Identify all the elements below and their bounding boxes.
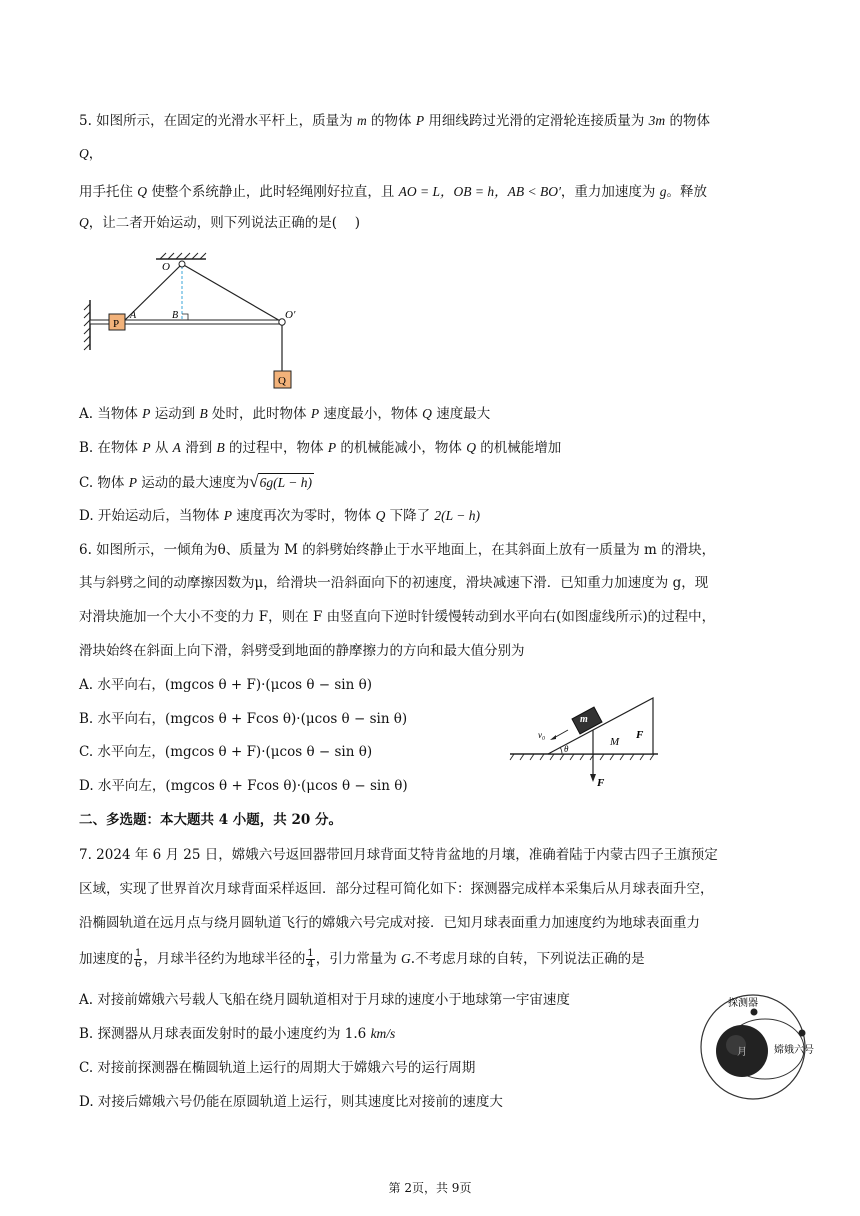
q6-option-c: C. 水平向左，(mgcos θ + F)·(μcos θ − sin θ) xyxy=(79,744,373,760)
ceiling-hatch xyxy=(160,253,206,259)
label-probe: 探测器 xyxy=(728,998,758,1009)
wall-hatch xyxy=(84,304,90,350)
q7-stem-line4 xyxy=(79,949,645,970)
q5-descent-value: 2(L − h) xyxy=(434,508,481,523)
q5-option-b xyxy=(79,438,561,458)
q5-var-q: Q xyxy=(79,215,89,230)
q5-text: 处时，此时物体 xyxy=(212,406,307,422)
q7-option-d: D. 对接后嫦娥六号仍能在原圆轨道上运行，则其速度比对接前的速度大 xyxy=(79,1094,503,1110)
q5-text: 的过程中，物体 xyxy=(229,440,324,456)
f-down-arrowhead xyxy=(590,774,596,782)
q6-stem-line2: 其与斜劈之间的动摩擦因数为μ，给滑块一沿斜面向下的初速度，滑块减速下滑．已知重力加速度为 g，现 xyxy=(79,575,709,591)
q7-stem-line3: 沿椭圆轨道在远月点与绕月圆轨道飞行的嫦娥六号完成对接．已知月球表面重力加速度约为地球表面重力 xyxy=(79,915,700,931)
label-m: m xyxy=(580,714,588,725)
q7-stem-line1: 7. 2024 年 6 月 25 日，嫦娥六号返回器带回月球背面艾特肯盆地的月壤，准确着陆于内蒙古四子王旗预定 xyxy=(79,847,718,863)
q6-option-a: A. 水平向右，(mgcos θ + F)·(μcos θ − sin θ) xyxy=(79,677,372,693)
q5-text: 运动的最大速度为 xyxy=(141,475,250,491)
fraction-denominator: 4 xyxy=(307,959,314,970)
q7-option-a: A. 对接前嫦娥六号载人飞船在绕月圆轨道相对于月球的速度小于地球第一宇宙速度 xyxy=(79,992,570,1008)
q5-stem-line4 xyxy=(79,213,360,233)
q5-stem-line2 xyxy=(79,144,102,164)
q5-var-q: Q xyxy=(79,146,89,161)
q7-unit: km/s xyxy=(370,1026,396,1041)
probe-marker xyxy=(751,1009,758,1016)
page-footer: 第 2页，共 9页 xyxy=(388,1181,472,1195)
q5-text: ， xyxy=(88,146,103,162)
q6-option-d: D. 水平向左，(mgcos θ + Fcos θ)·(μcos θ − sin θ) xyxy=(79,778,408,794)
label-o: O xyxy=(162,261,170,273)
q6-stem-line1: 6. 如图所示，一倾角为θ、质量为 M 的斜劈始终静止于水平地面上，在其斜面上放有一质量为 m 的滑块， xyxy=(79,542,716,558)
q5-var-q: Q xyxy=(466,440,476,455)
q7-stem-line2: 区域，实现了世界首次月球背面采样返回．部分过程可简化如下：探测器完成样本采集后从月球表面升空， xyxy=(79,881,714,897)
q5-text: 。释放 xyxy=(666,184,707,200)
right-angle-mark xyxy=(182,314,188,320)
q5-text: 运动到 xyxy=(154,406,196,422)
q5-text: 用细线跨过光滑的定滑轮连接质量为 xyxy=(428,113,645,129)
v0-arrowhead xyxy=(550,735,556,740)
q7-figure xyxy=(690,985,820,1107)
q7-text: 加速度的 xyxy=(79,951,133,967)
label-f-down: F xyxy=(597,777,605,789)
fraction-denominator: 6 xyxy=(135,959,142,970)
label-change6: 嫦娥六号 xyxy=(774,1045,814,1056)
pulley-o xyxy=(179,261,185,267)
q5-text: ，让二者开始运动，则下列说法正确的是( ) xyxy=(88,215,361,231)
label-a: A xyxy=(130,310,137,321)
q7-option-b xyxy=(79,1024,395,1044)
q5-var-b: B xyxy=(199,406,208,421)
label-theta: θ xyxy=(564,744,569,754)
q5-text: 使整个系统静止，此时轻绳刚好拉直，且 xyxy=(151,184,395,200)
q5-text: 的机械能增加 xyxy=(480,440,562,456)
q5-option-c xyxy=(79,472,314,493)
q5-var-a: A xyxy=(172,440,181,455)
q5-var-b: B xyxy=(216,440,225,455)
sqrt-symbol: √ xyxy=(249,472,259,491)
label-big-m: M xyxy=(610,736,620,748)
q5-text: 速度最大 xyxy=(436,406,491,422)
fraction-one-sixth xyxy=(134,949,142,970)
q5-text: 滑到 xyxy=(185,440,213,456)
q5-text: 的机械能减小，物体 xyxy=(340,440,462,456)
label-v0: v₀ xyxy=(538,730,546,740)
q7-text: ，引力常量为 xyxy=(315,951,397,967)
label-moon: 月 xyxy=(737,1047,747,1058)
q6-option-b: B. 水平向右，(mgcos θ + Fcos θ)·(μcos θ − sin θ) xyxy=(79,711,408,727)
q5-text: 的物体 xyxy=(371,113,412,129)
q7-text: B. 探测器从月球表面发射时的最小速度约为 1.6 xyxy=(79,1026,371,1042)
fraction-numerator: 1 xyxy=(135,948,142,959)
q5-var-3m: 3m xyxy=(648,113,666,128)
change6-marker xyxy=(799,1030,806,1037)
rope-oo-prime xyxy=(182,264,282,322)
q5-conditions: AO = L，OB = h，AB < BO′ xyxy=(398,184,561,199)
label-o-prime: O′ xyxy=(285,309,296,321)
q5-text: A. 当物体 xyxy=(79,406,138,422)
q5-var-m: m xyxy=(356,113,367,128)
label-f-right: F xyxy=(636,729,644,741)
q7-var-g: G xyxy=(401,951,411,966)
section-heading-multiple-choice: 二、多选题：本大题共 4 小题，共 20 分。 xyxy=(79,812,342,828)
q5-option-a xyxy=(79,404,490,424)
q5-text: 的物体 xyxy=(669,113,710,129)
q5-option-d xyxy=(79,506,480,526)
fraction-numerator: 1 xyxy=(307,948,314,959)
q5-var-p: P xyxy=(142,406,151,421)
q5-text: B. 在物体 xyxy=(79,440,139,456)
q5-var-q: Q xyxy=(375,508,386,523)
q5-var-q: Q xyxy=(137,184,148,199)
q5-var-p: P xyxy=(223,508,232,523)
q5-text: 从 xyxy=(154,440,169,456)
q5-figure xyxy=(80,250,310,395)
q6-stem-line4: 滑块始终在斜面上向下滑，斜劈受到地面的静摩擦力的方向和最大值分别为 xyxy=(79,643,525,659)
q5-text: 速度最小，物体 xyxy=(323,406,418,422)
q5-var-p: P xyxy=(327,440,337,455)
q7-option-c: C. 对接前探测器在椭圆轨道上运行的周期大于嫦娥六号的运行周期 xyxy=(79,1060,476,1076)
q5-var-p: P xyxy=(142,440,151,455)
q5-text: 速度再次为零时，物体 xyxy=(236,508,372,524)
q5-var-p: P xyxy=(310,406,320,421)
block-q-label: Q xyxy=(278,375,286,387)
q5-radicand: 6g(L − h) xyxy=(259,475,312,490)
q5-text: 用手托住 xyxy=(79,184,133,200)
q5-var-p: P xyxy=(128,475,137,490)
label-b: B xyxy=(172,310,179,321)
q5-stem-line1 xyxy=(79,111,710,131)
q5-text: C. 物体 xyxy=(79,475,125,491)
q7-text: .不考虑月球的自转，下列说法正确的是 xyxy=(410,951,645,967)
block-p-label: P xyxy=(113,318,120,330)
q5-var-g: g xyxy=(659,184,667,199)
q5-stem-line3 xyxy=(79,182,707,202)
q5-text: 5. 如图所示，在固定的光滑水平杆上，质量为 xyxy=(79,113,353,129)
q5-var-p: P xyxy=(415,113,425,128)
q5-text: D. 开始运动后，当物体 xyxy=(79,508,220,524)
q6-figure xyxy=(508,690,683,790)
ground-hatch xyxy=(510,754,654,760)
fraction-one-fourth xyxy=(306,949,314,970)
q5-var-q: Q xyxy=(422,406,432,421)
q7-text: ，月球半径约为地球半径的 xyxy=(143,951,306,967)
q6-stem-line3: 对滑块施加一个大小不变的力 F，则在 F 由竖直向下逆时针缓慢转动到水平向右(如图虚线所示)的过程中， xyxy=(79,609,716,625)
q5-text: 下降了 xyxy=(389,508,431,524)
q5-text: ，重力加速度为 xyxy=(560,184,656,200)
